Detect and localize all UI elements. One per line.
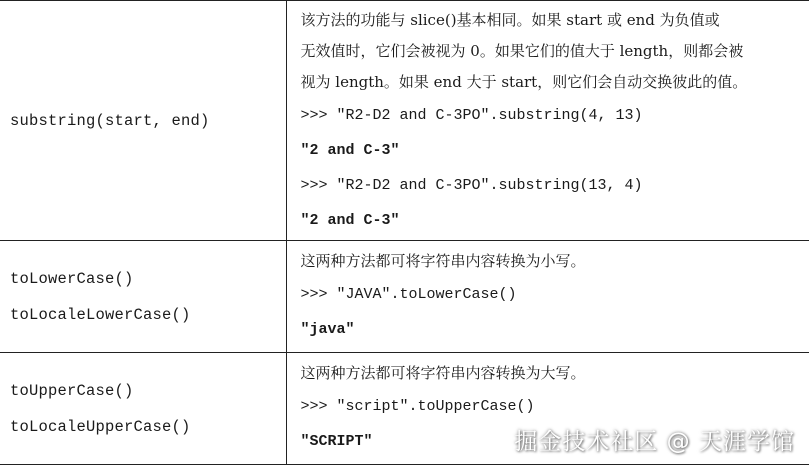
description-cell xyxy=(286,241,809,353)
method-cell xyxy=(0,1,286,241)
method-cell xyxy=(0,353,286,465)
code-result: "2 and C-3" xyxy=(300,212,400,229)
description-cell xyxy=(286,1,809,241)
code-result: "java" xyxy=(300,321,355,338)
code-example: >>> "JAVA".toLowerCase() xyxy=(300,286,517,303)
code-example: >>> "script".toUpperCase() xyxy=(300,398,535,415)
description-line: 该方法的功能与 slice()基本相同。如果 start 或 end 为负值或 xyxy=(300,11,720,29)
description-line: 无效值时，它们会被视为 0。如果它们的值大于 length，则都会被 xyxy=(300,42,744,60)
code-result: "2 and C-3" xyxy=(300,142,400,159)
method-name: toLocaleUpperCase() xyxy=(10,417,191,436)
method-name: toUpperCase() xyxy=(10,381,134,400)
description-line: 视为 length。如果 end 大于 start，则它们会自动交换彼此的值。 xyxy=(300,73,748,91)
watermark-text: 掘金技术社区 @ 天涯学馆 xyxy=(514,429,795,455)
table-row xyxy=(0,1,809,241)
code-result: "SCRIPT" xyxy=(300,433,373,450)
method-name: toLowerCase() xyxy=(10,269,134,288)
description-line: 这两种方法都可将字符串内容转换为大写。 xyxy=(300,364,586,382)
code-example: >>> "R2-D2 and C-3PO".substring(13, 4) xyxy=(300,177,643,194)
code-example: >>> "R2-D2 and C-3PO".substring(4, 13) xyxy=(300,107,643,124)
method-name: toLocaleLowerCase() xyxy=(10,305,191,324)
method-name: substring(start, end) xyxy=(10,111,210,130)
description-line: 这两种方法都可将字符串内容转换为小写。 xyxy=(300,252,586,270)
method-cell xyxy=(0,241,286,353)
table-row xyxy=(0,241,809,353)
